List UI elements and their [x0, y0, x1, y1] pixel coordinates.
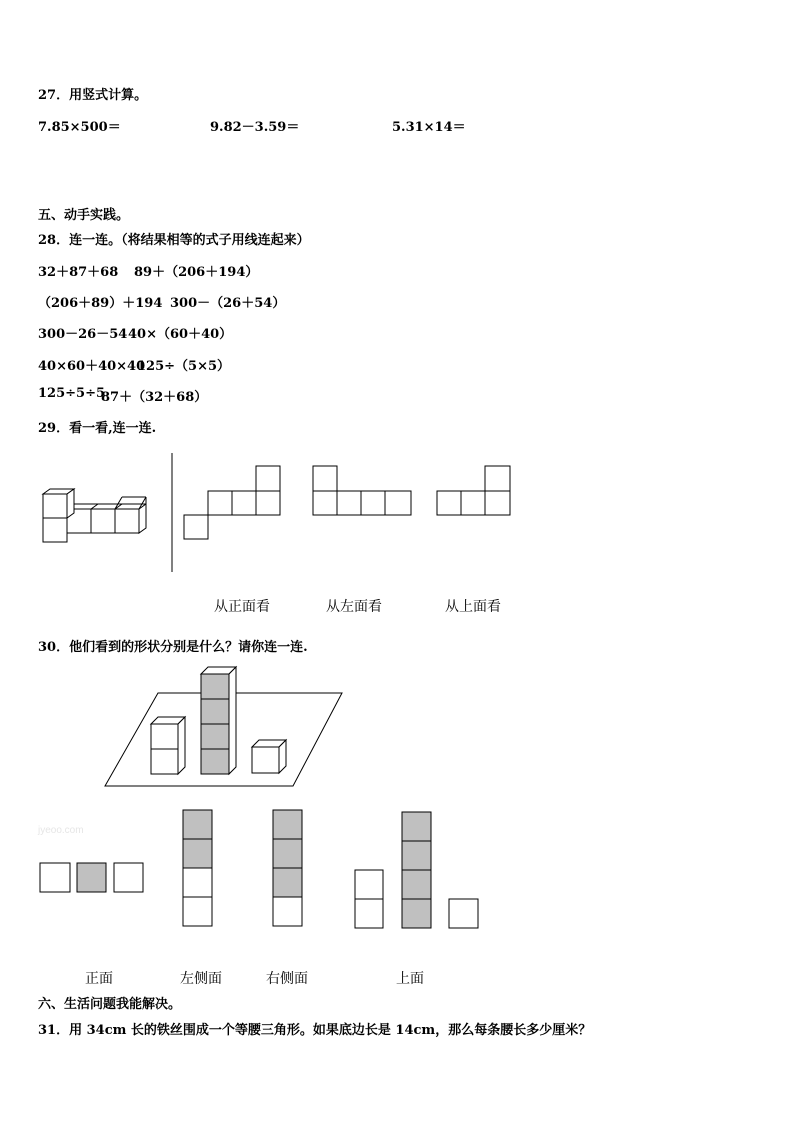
- q28-left-2: （206＋89）＋194: [38, 296, 163, 311]
- q29-view-b: [313, 466, 411, 515]
- q28-left-3: 300－26－54: [38, 327, 128, 342]
- q28-right-5: 87＋（32＋68）: [101, 390, 208, 405]
- q30-view-2: [183, 810, 212, 926]
- q30-label-top: 上面: [396, 971, 424, 987]
- q29-solid-3d: [43, 489, 146, 542]
- q28-right-2: 300－（26＋54）: [170, 296, 286, 311]
- q29-title: 29．看一看,连一连.: [38, 421, 157, 436]
- q28-right-4: 125÷（5×5）: [137, 359, 231, 374]
- q30-scene: [0, 660, 794, 790]
- q27-item-1: 7.85×500＝: [38, 120, 121, 135]
- q31-title: 31．用 34cm 长的铁丝围成一个等腰三角形。如果底边长是 14cm，那么每条腰长多少厘米？: [38, 1023, 592, 1038]
- q30-stack-4: [201, 667, 236, 774]
- q28-right-1: 89＋（206＋194）: [134, 265, 259, 280]
- q30-views: [0, 805, 794, 930]
- q29-view-c: [437, 466, 510, 515]
- q27-title: 27．用竖式计算。: [38, 88, 148, 103]
- q29-figure: [0, 445, 794, 615]
- q30-label-left-side: 左侧面: [180, 971, 222, 987]
- q28-left-1: 32＋87＋68: [38, 265, 119, 280]
- q28-left-4: 40×60＋40×40: [38, 359, 146, 374]
- q30-cube-single: [252, 740, 286, 773]
- q27-item-3: 5.31×14＝: [392, 120, 466, 135]
- q30-stack-2: [151, 717, 185, 774]
- q29-view-a: [184, 466, 280, 539]
- section-5-heading: 五、动手实践。: [38, 208, 130, 223]
- q29-label-front: 从正面看: [214, 599, 270, 615]
- q30-view-3: [273, 810, 302, 926]
- q30-label-front: 正面: [85, 971, 113, 987]
- q29-label-top: 从上面看: [445, 599, 501, 615]
- q28-title: 28．连一连。（将结果相等的式子用线连起来）: [38, 233, 310, 248]
- q27-item-2: 9.82－3.59＝: [210, 120, 300, 135]
- q30-title: 30．他们看到的形状分别是什么？请你连一连.: [38, 640, 308, 655]
- watermark: jyeoo.com: [38, 825, 84, 836]
- q30-view-4: [355, 812, 478, 928]
- q30-view-1: [40, 863, 143, 892]
- section-6-heading: 六、生活问题我能解决。: [38, 997, 182, 1012]
- q28-left-5: 125÷5÷5: [38, 386, 106, 401]
- q28-right-3: 40×（60＋40）: [128, 327, 233, 342]
- q29-label-left: 从左面看: [326, 599, 382, 615]
- q30-label-right-side: 右侧面: [266, 971, 308, 987]
